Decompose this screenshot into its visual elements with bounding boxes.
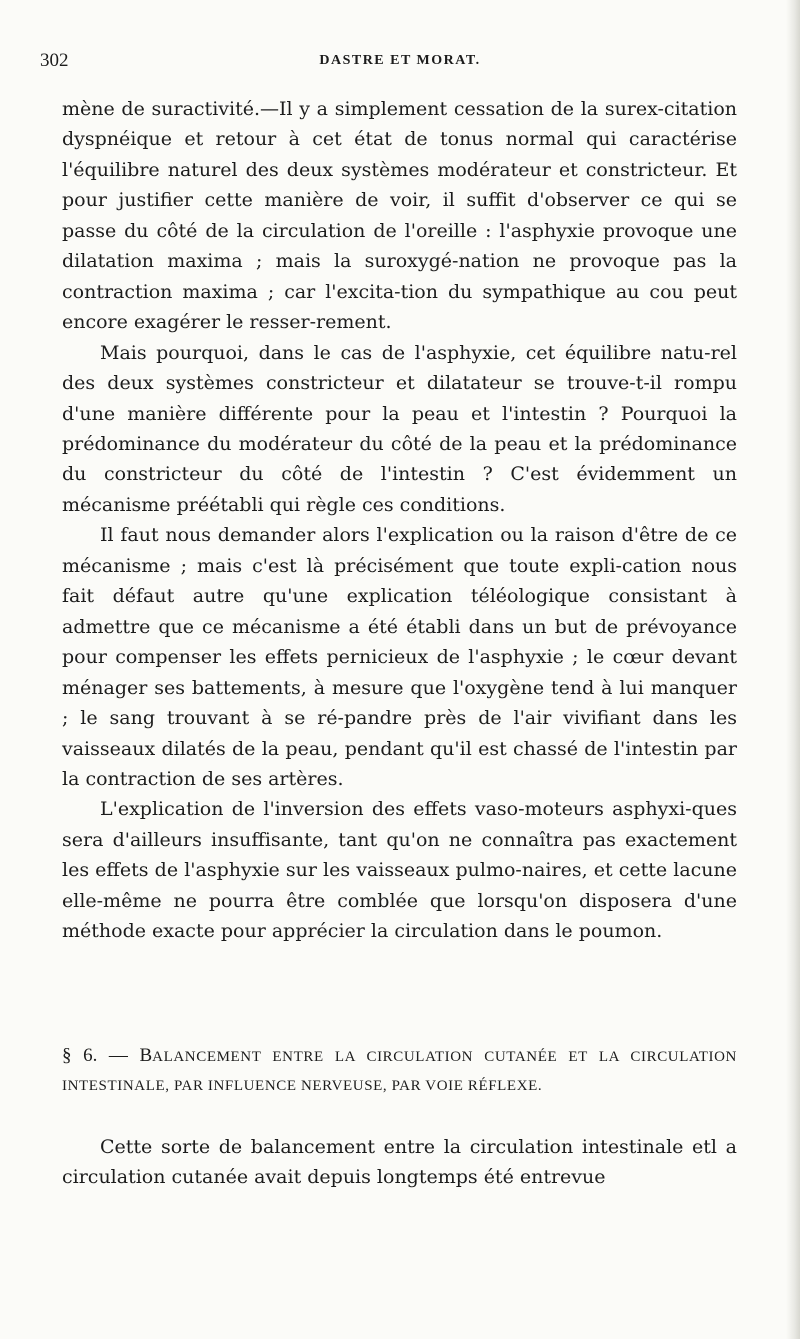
paragraph-4: L'explication de l'inversion des effets vaso-moteurs asphyxi-ques sera d'ailleurs insuffisante, tant qu'on ne connaîtra pas exactement les effets de l'asphyxie sur les vaisseaux pulmo-naires, et cette lacune elle-même ne pourra être comblée que lorsqu'on disposera d'une méthode exacte pour apprécier la circulation dans le poumon. (62, 798, 737, 943)
running-head: DASTRE ET MORAT. (319, 53, 481, 68)
body-text (62, 94, 737, 947)
section-heading (62, 1042, 737, 1100)
page-edge (786, 0, 800, 1339)
paragraph-3: Il faut nous demander alors l'explication ou la raison d'être de ce mécanisme ; mais c'est là précisément que toute expli-cation nous fait défaut autre qu'une explication téléologique consistant à admettre que ce mécanisme a été établi dans un but de prévoyance pour compenser les effets pernicieux de l'asphyxie ; le cœur devant ménager ses battements, à mesure que l'oxygène tend à lui manquer ; le sang trouvant à se ré-pandre près de l'air vivifiant dans les vaisseaux dilatés de la peau, pendant qu'il est chassé de l'intestin par la contraction de ses artères. (62, 524, 737, 790)
paragraph-5: Cette sorte de balancement entre la circulation intestinale etl a circulation cutanée avait depuis longtemps été entrevue (62, 1136, 737, 1189)
paragraph-1: mène de suractivité.—Il y a simplement cessation de la surex-citation dyspnéique et retour à cet état de tonus normal qui caractérise l'équilibre naturel des deux systèmes modérateur et constricteur. Et pour justifier cette manière de voir, il suffit d'observer ce qui se passe du côté de la circulation de l'oreille : l'asphyxie provoque une dilatation maxima ; mais la suroxygé-nation ne provoque pas la contraction maxima ; car l'excita-tion du sympathique au cou peut encore exagérer le resser-rement. (62, 98, 737, 334)
page-number: 302 (40, 50, 69, 71)
paragraph-2: Mais pourquoi, dans le cas de l'asphyxie, cet équilibre natu-rel des deux systèmes constricteur et dilatateur se trouve-t-il rompu d'une manière différente pour la peau et l'intestin ? Pourquoi la prédominance du modérateur du côté de la peau et la prédominance du constricteur du côté de l'intestin ? C'est évidemment un mécanisme préétabli qui règle ces conditions. (62, 341, 737, 516)
page-header (40, 50, 760, 76)
section-title: ALANCEMENT ENTRE LA CIRCULATION CUTANÉE ET LA CIRCULATION INTESTINALE, PAR INFLUENCE NERVEUSE, PAR VOIE RÉFLEXE. (62, 1049, 737, 1094)
section-number: § 6. — B (62, 1045, 153, 1066)
closing-text (62, 1132, 737, 1193)
